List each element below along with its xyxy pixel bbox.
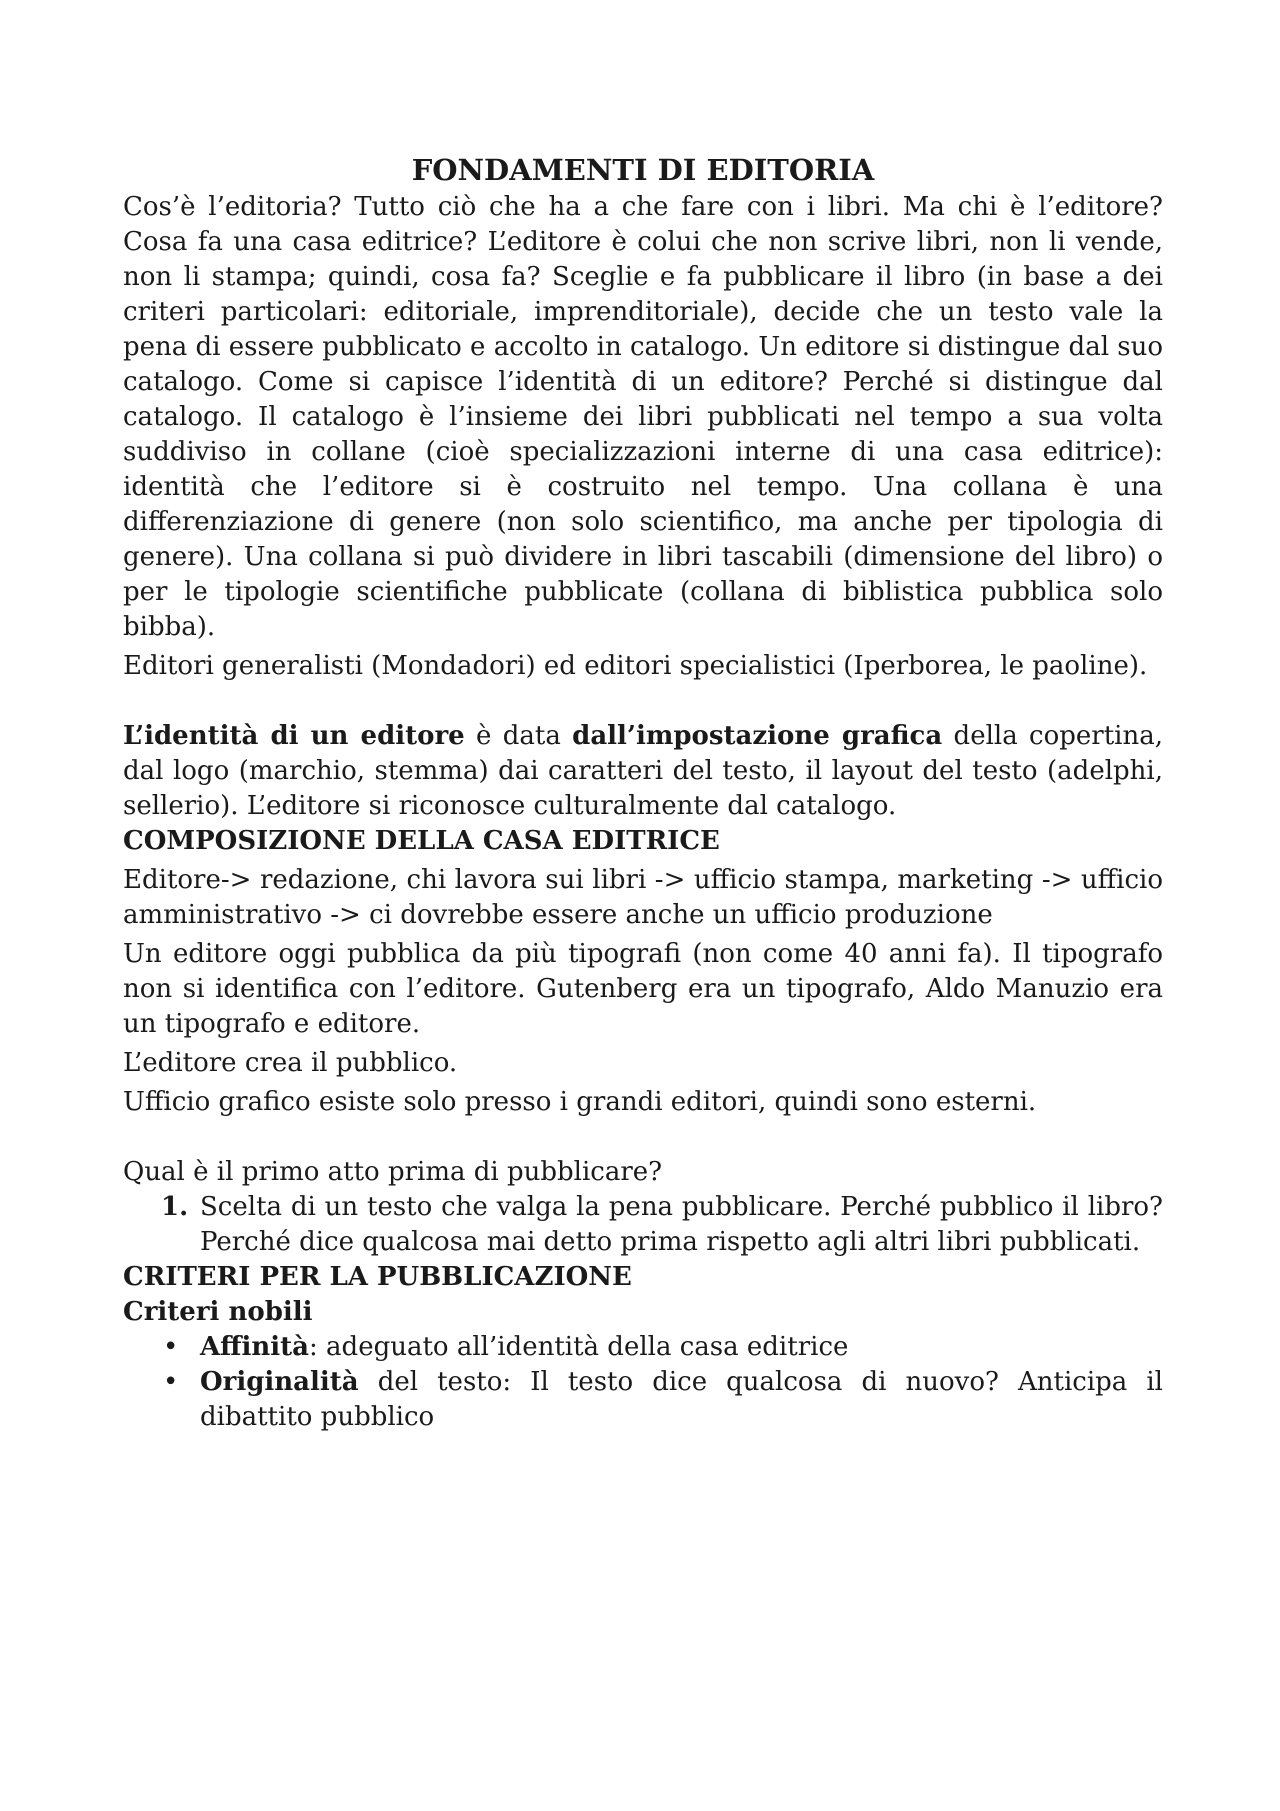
identity-bold-phrase-2: dall’impostazione grafica bbox=[572, 721, 943, 751]
first-act-question: Qual è il primo atto prima di pubblicare? bbox=[123, 1157, 663, 1187]
list-item bbox=[123, 1365, 1163, 1435]
list-item-number: 1. bbox=[161, 1192, 189, 1222]
list-item bbox=[123, 1190, 1163, 1260]
page-title: FONDAMENTI DI EDITORIA bbox=[411, 153, 875, 187]
criteria-subheading: Criteri nobili bbox=[123, 1297, 313, 1327]
list-item-text: Scelta di un testo che valga la pena pubblicare. Perché pubblico il libro? Perché dice qualcosa mai detto prima rispetto agli altri libri pubblicati. bbox=[200, 1192, 1163, 1257]
criteria-list bbox=[123, 1330, 1163, 1435]
composition-heading: COMPOSIZIONE DELLA CASA EDITRICE bbox=[123, 826, 720, 856]
criteria-item-term: Affinità bbox=[200, 1332, 310, 1362]
bullet-icon: • bbox=[163, 1332, 179, 1362]
document-page bbox=[123, 150, 1163, 1435]
first-act-list bbox=[123, 1190, 1163, 1260]
intro-paragraph-1: Cos’è l’editoria? Tutto ciò che ha a che fare con i libri. Ma chi è l’editore? Cosa fa una casa editrice? L’editore è colui che non scrive libri, non li vende, non li stampa; quindi, cosa fa? Sceglie e fa pubblicare il libro (in base a dei criteri particolari: editoriale, imprenditoriale), decide che un testo vale la pena di essere pubblicato e accolto in catalogo. Un editore si distingue dal suo catalogo. Come si capisce l’identità di un editore? Perché si distingue dal catalogo. Il catalogo è l’insieme dei libri pubblicati nel tempo a sua volta suddiviso in collane (cioè specializzazioni interne di una casa editrice): identità che l’editore si è costruito nel tempo. Una collana è una differenziazione di genere (non solo scientifico, ma anche per tipologia di genere). Una collana si può dividere in libri tascabili (dimensione del libro) o per le tipologie scientifiche pubblicate (collana di biblistica pubblica solo bibba). bbox=[123, 192, 1164, 642]
composition-paragraph-4: Ufficio grafico esiste solo presso i grandi editori, quindi sono esterni. bbox=[123, 1087, 1037, 1117]
criteria-item-term: Originalità bbox=[200, 1367, 359, 1397]
bullet-icon: • bbox=[163, 1367, 179, 1397]
intro-paragraph-2: Editori generalisti (Mondadori) ed editori specialistici (Iperborea, le paoline). bbox=[123, 651, 1148, 681]
identity-text-1: è data bbox=[464, 721, 573, 751]
list-item bbox=[123, 1330, 1163, 1365]
criteria-item-text: : adeguato all’identità della casa editrice bbox=[309, 1332, 849, 1362]
identity-bold-phrase-1: L’identità di un editore bbox=[123, 721, 465, 751]
criteria-item-text: del testo: Il testo dice qualcosa di nuovo? Anticipa il dibattito pubblico bbox=[200, 1367, 1163, 1432]
composition-paragraph-2: Un editore oggi pubblica da più tipografi (non come 40 anni fa). Il tipografo non si identifica con l’editore. Gutenberg era un tipografo, Aldo Manuzio era un tipografo e editore. bbox=[123, 939, 1163, 1039]
identity-text-2: della copertina, dal logo (marchio, stemma) dai caratteri del testo, il layout del testo (adelphi, sellerio). L’editore si riconosce culturalmente dal catalogo. bbox=[123, 721, 1163, 821]
composition-paragraph-1: Editore-> redazione, chi lavora sui libri -> ufficio stampa, marketing -> ufficio amministrativo -> ci dovrebbe essere anche un ufficio produzione bbox=[123, 865, 1163, 930]
criteria-heading: CRITERI PER LA PUBBLICAZIONE bbox=[123, 1262, 632, 1292]
identity-paragraph bbox=[123, 719, 1163, 824]
composition-paragraph-3: L’editore crea il pubblico. bbox=[123, 1048, 458, 1078]
